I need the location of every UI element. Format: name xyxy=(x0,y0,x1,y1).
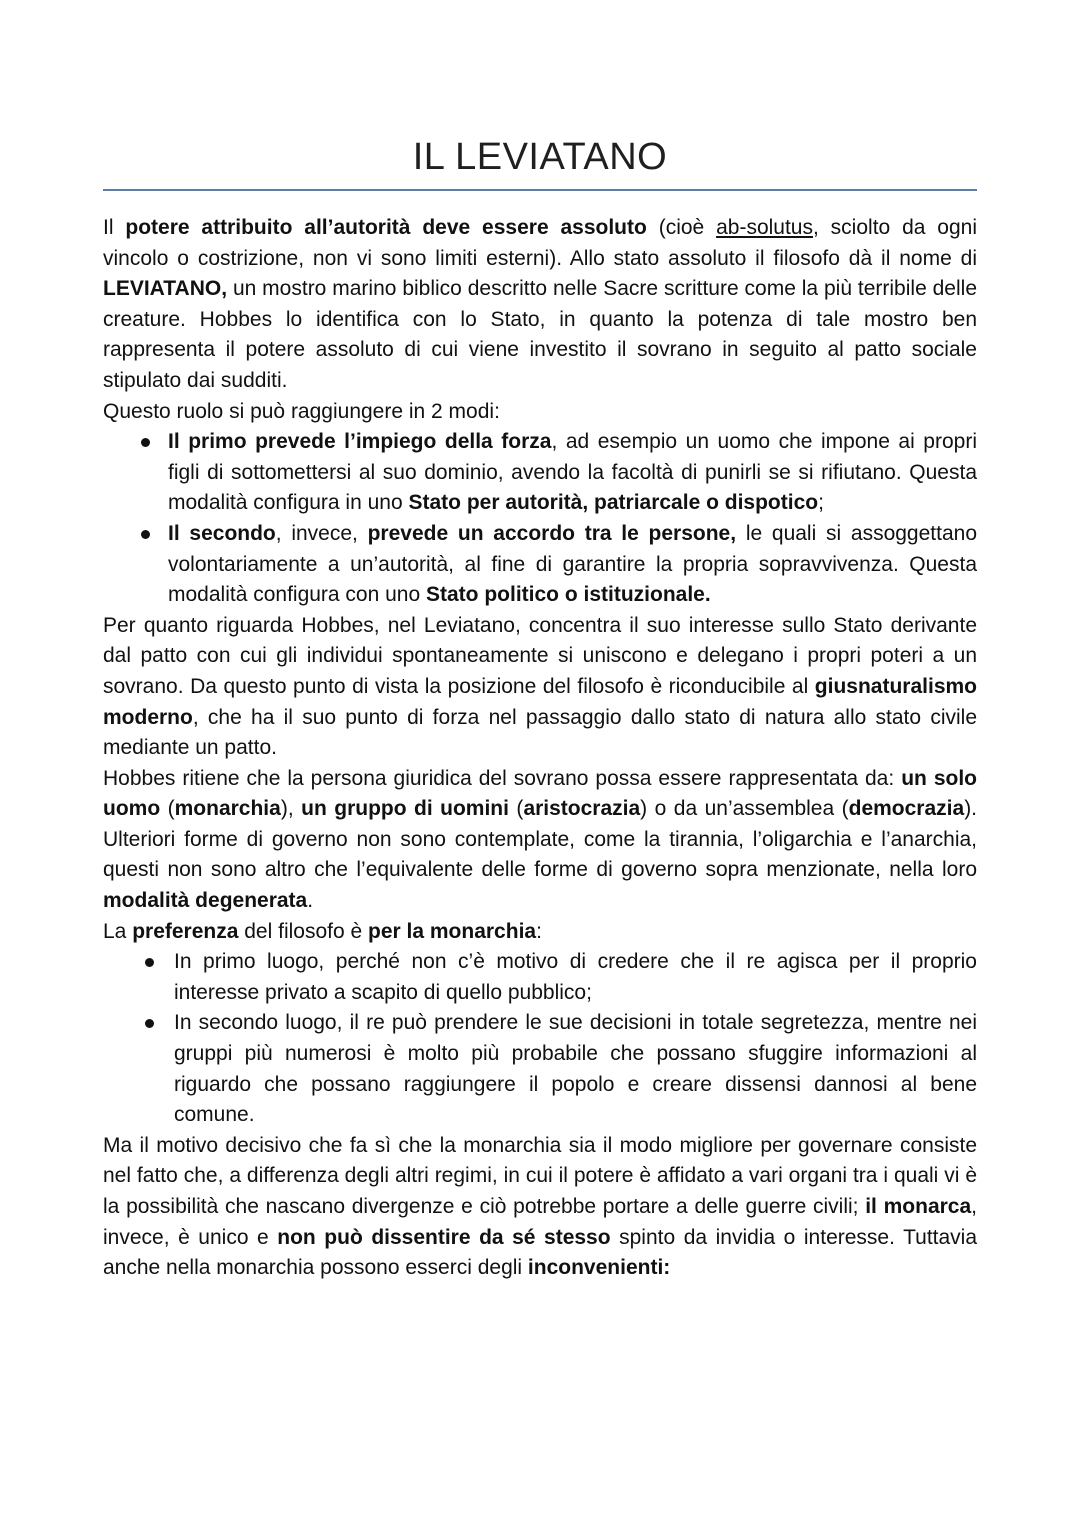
paragraph-decisive-reason xyxy=(103,1131,977,1284)
bold-text: non può dissentire da sé stesso xyxy=(277,1225,611,1249)
title-divider xyxy=(103,189,977,191)
text-span: In primo luogo, perché non c’è motivo di credere che il re agisca per il proprio interesse privato a scapito di quello pubblico; xyxy=(174,950,977,1004)
text-span: , invece, xyxy=(275,521,368,545)
text-span: del filosofo è xyxy=(238,919,369,943)
text-span: spinto da invidia o interesse. Tuttavia anche nella monarchia possono esserci degli xyxy=(103,1225,978,1280)
bold-text: Stato politico o istituzionale. xyxy=(426,583,711,607)
paragraph-absolute-power xyxy=(103,213,977,397)
text-span: ), xyxy=(280,797,302,821)
text-span: Ma il motivo decisivo che fa sì che la monarchia sia il modo migliore per governare consiste nel fatto che, a differenza degli altri regimi, in cui il potere è affidato a vari organi tra i quali vi è la possibilità che nascano divergenze e ciò potrebbe portare a delle guerre civili; xyxy=(103,1133,977,1218)
bullet-icon xyxy=(141,438,150,447)
text-span: , che ha il suo punto di forza nel passaggio dallo stato di natura allo stato civile mediante un patto. xyxy=(103,705,977,760)
bold-text: un gruppo di uomini xyxy=(301,797,509,821)
bullet-icon xyxy=(141,530,150,539)
bold-text: il monarca xyxy=(865,1195,972,1218)
modes-list xyxy=(103,427,977,611)
underlined-text: ab-solutus xyxy=(716,216,813,239)
text-span: , ad esempio un uomo che impone ai propri figli di sottomettersi al suo dominio, avendo la facoltà di punirli se si rifiutano. Questa modalità configura in uno xyxy=(168,430,977,515)
paragraph-hobbes-leviathan xyxy=(103,611,977,764)
text-span: La xyxy=(103,919,133,943)
list-item xyxy=(103,427,977,519)
text-span: le quali si assoggettano volontariamente a un’autorità, al fine di garantire la propria sopravvivenza. Questa modalità configura con uno xyxy=(168,521,978,607)
bold-text: inconvenienti: xyxy=(527,1256,671,1280)
bold-text: un solo uomo xyxy=(103,766,977,821)
bold-text: monarchia xyxy=(174,797,281,821)
bold-text: per la monarchia xyxy=(368,919,537,943)
text-span: ). Ulteriori forme di governo non sono contemplate, come la tirannia, l’oligarchia e l’anarchia, questi non sono altro che l’equivalente delle forme di governo sopra menzionate, nella loro xyxy=(103,797,978,882)
reasons-list xyxy=(103,947,977,1131)
paragraph-modes-intro: Questo ruolo si può raggiungere in 2 modi: xyxy=(103,399,500,423)
text-span: Per quanto riguarda Hobbes, nel Leviatano, concentra il suo interesse sullo Stato derivante dal patto con cui gli individui spontaneamente si uniscono e delegano i propri poteri a un sovrano. Da questo punto di vista la posizione del filosofo è riconducibile al xyxy=(103,613,977,698)
bold-text: LEVIATANO, xyxy=(103,277,228,301)
bold-text: aristocrazia xyxy=(523,797,641,821)
page-title: IL LEVIATANO xyxy=(412,136,668,178)
text-span: , invece, è unico e xyxy=(103,1195,977,1249)
bold-text: democrazia xyxy=(848,797,965,821)
text-span: un mostro marino biblico descritto nelle Sacre scritture come la più terribile delle creature. Hobbes lo identifica con lo Stato, in quanto la potenza di tale mostro ben rappresenta il potere assoluto di cui viene investito il sovrano in seguito al patto sociale stipulato dai sudditi. xyxy=(103,277,977,392)
bullet-icon xyxy=(145,958,154,967)
text-span: . xyxy=(307,889,314,913)
text-span: ( xyxy=(160,797,175,821)
text-span: ) o da un’assemblea ( xyxy=(640,797,849,821)
bold-text: Il primo prevede l’impiego della forza xyxy=(168,430,552,454)
bold-text: Stato per autorità, patriarcale o dispotico xyxy=(408,491,819,515)
bullet-icon xyxy=(145,1019,154,1028)
bold-text: preferenza xyxy=(132,919,239,943)
text-span: Hobbes ritiene che la persona giuridica del sovrano possa essere rappresentata da: xyxy=(103,766,902,790)
bold-text: Il secondo xyxy=(168,521,276,545)
text-span: ; xyxy=(818,491,824,515)
bold-text: potere attribuito all’autorità deve essere assoluto xyxy=(125,216,647,239)
text-span: Il xyxy=(103,216,126,239)
bold-text: modalità degenerata xyxy=(103,889,308,913)
paragraph-preference xyxy=(103,917,977,948)
bold-text: giusnaturalismo moderno xyxy=(103,674,977,729)
list-item xyxy=(103,947,977,1008)
text-span: : xyxy=(536,919,542,943)
text-span: ( xyxy=(508,797,524,821)
text-span: In secondo luogo, il re può prendere le sue decisioni in totale segretezza, mentre nei gruppi più numerosi è molto più probabile che possano sfuggire informazioni al riguardo che possano raggiungere il popolo e creare dissensi dannosi al bene comune. xyxy=(174,1011,977,1127)
list-item xyxy=(103,519,977,611)
text-span: (cioè xyxy=(646,216,717,239)
bold-text: prevede un accordo tra le persone, xyxy=(367,521,737,545)
text-span: , sciolto da ogni vincolo o costrizione, non vi sono limiti esterni). Allo stato assoluto il filosofo dà il nome di xyxy=(103,216,977,270)
list-item xyxy=(103,1008,977,1130)
paragraph-forms-of-government xyxy=(103,764,977,917)
document-page xyxy=(103,130,977,1284)
